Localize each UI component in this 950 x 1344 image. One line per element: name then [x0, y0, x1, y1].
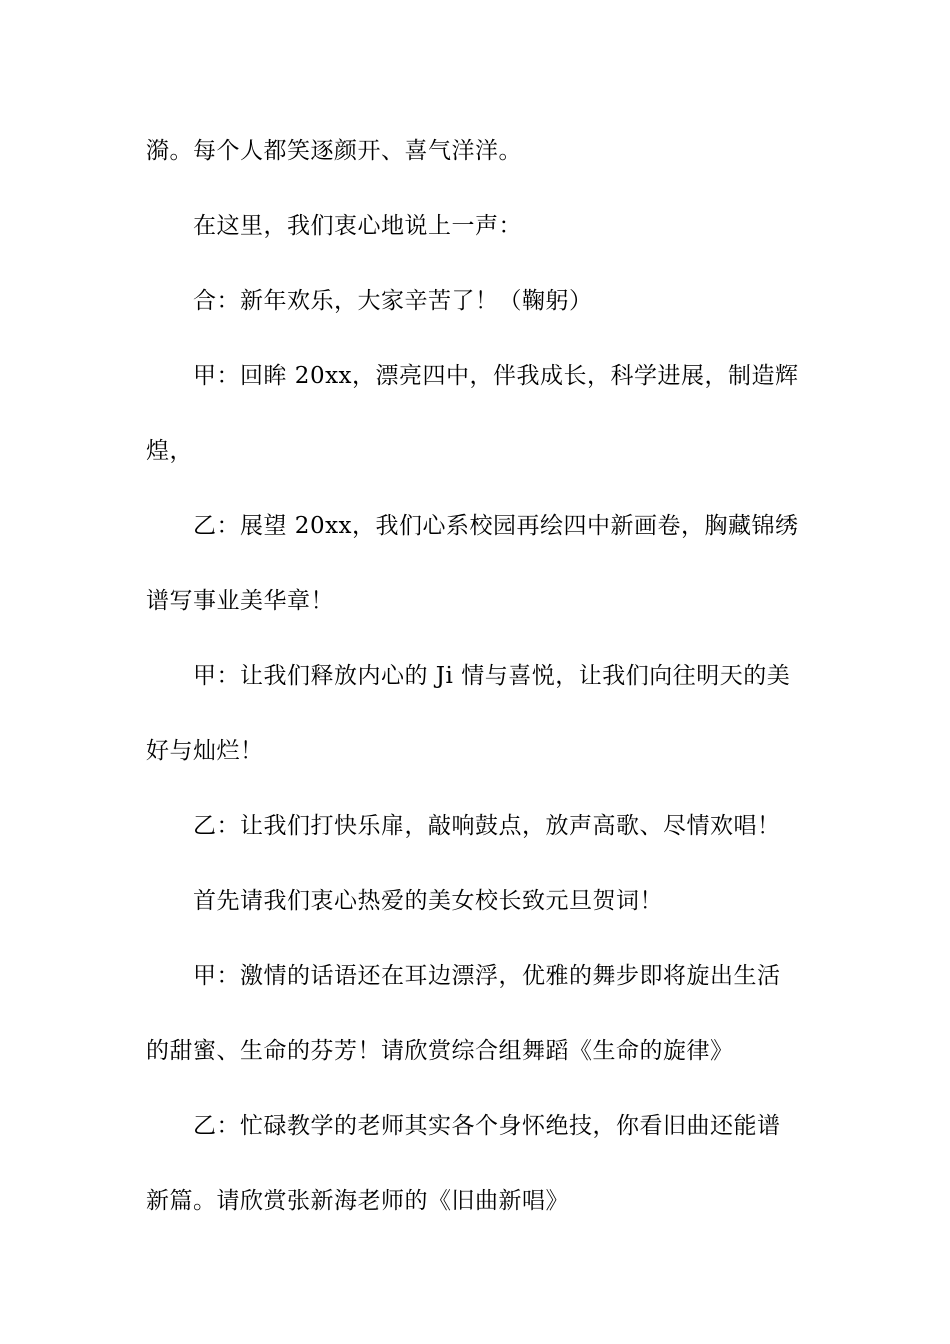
text-line: 乙：让我们打快乐扉，敲响鼓点，放声高歌、尽情欢唱！ [193, 813, 781, 839]
text-line: 好与灿烂！ [146, 738, 264, 764]
text-line: 乙：忙碌教学的老师其实各个身怀绝技，你看旧曲还能谱 [193, 1113, 781, 1139]
text-line: 乙：展望 20xx，我们心系校园再绘四中新画卷，胸藏锦绣 [193, 513, 799, 539]
text-line: 的甜蜜、生命的芬芳！请欣赏综合组舞蹈《生命的旋律》 [146, 1038, 734, 1064]
text-line: 甲：回眸 20xx，漂亮四中，伴我成长，科学进展，制造辉 [193, 363, 799, 389]
text-line: 合：新年欢乐，大家辛苦了！（鞠躬） [193, 288, 593, 314]
text-line: 甲：激情的话语还在耳边漂浮，优雅的舞步即将旋出生活 [193, 963, 781, 989]
text-line: 首先请我们衷心热爱的美女校长致元旦贺词！ [193, 888, 663, 914]
text-line: 煌， [146, 438, 193, 464]
text-line: 新篇。请欣赏张新海老师的《旧曲新唱》 [146, 1188, 569, 1214]
text-line: 漪。每个人都笑逐颜开、喜气洋洋。 [146, 138, 522, 164]
text-line: 在这里，我们衷心地说上一声： [193, 213, 522, 239]
text-line: 甲：让我们释放内心的 Ji 情与喜悦，让我们向往明天的美 [193, 663, 791, 689]
text-line: 谱写事业美华章！ [146, 588, 334, 614]
